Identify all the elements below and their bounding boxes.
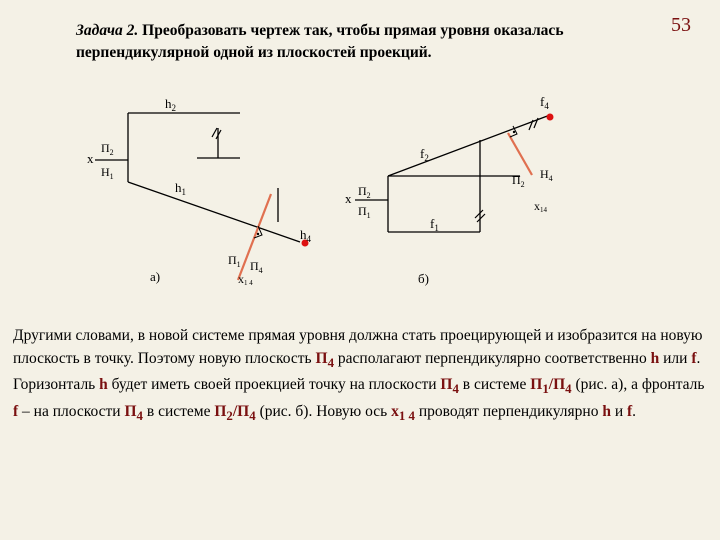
caption-b: б) (418, 271, 429, 286)
diagram-a-lines (95, 113, 300, 242)
explanation-paragraph: Другими словами, в новой системе прямая уровня должна стать проецирующей и изобразится на новую плоскость в точку. Поэтому новую плоскость $П_4$ располагают перпендикулярно соответственно h или f. Горизонталь h будет иметь своей проекцией точку на плоскости $П_4$ в системе $П_1/П_4$ (рис. а), а фронталь f – на плоскости $П_4$ в системе $П_2/П_4$ (рис. б). Новую ось $x_{1 4}$ проводят перпендикулярно h и f. (13, 327, 705, 423)
label-f2: $f_2$ (420, 146, 429, 163)
page-number: 53 (671, 14, 691, 36)
axis-x14-b (508, 133, 532, 175)
label-h2: $h_2$ (165, 96, 176, 113)
label-x14-a: x1 4 (238, 272, 253, 287)
label-x14-b: x14 (534, 199, 547, 214)
label-x-b: x (345, 191, 352, 206)
h1-line (128, 182, 300, 242)
label-pi1-a: $П_1$ (228, 253, 241, 269)
label-h1: $h_1$ (175, 180, 186, 197)
label-x-a: x (87, 151, 94, 166)
task-label: Задача 2. (76, 22, 139, 39)
label-pi2-b: $П_2$ (358, 184, 371, 200)
point-f4 (547, 114, 554, 121)
equal-mark-a (212, 128, 221, 139)
right-angle-dot-a (257, 233, 259, 235)
label-pi4-a: $П_4$ (250, 259, 263, 275)
label-h1-plane-a: $Н_1$ (101, 165, 114, 181)
label-f1: $f_1$ (430, 216, 439, 233)
label-f4: $f_4$ (540, 94, 549, 111)
f2-line (388, 115, 550, 176)
label-pi2-b-right: $П_2$ (512, 173, 525, 189)
right-angle-dot-b (513, 131, 515, 133)
caption-a: а) (150, 269, 161, 284)
task-text: Преобразовать чертеж так, чтобы прямая уровня оказалась перпендикулярной одной из плоскостей проекций. (76, 22, 564, 61)
diagram-b-lines (355, 115, 550, 232)
label-h4: $h_4$ (300, 227, 311, 244)
label-pi2-a: $П_2$ (101, 141, 114, 157)
label-pi1-b: $П_1$ (358, 204, 371, 220)
label-h4-b: $Н_4$ (540, 167, 553, 183)
